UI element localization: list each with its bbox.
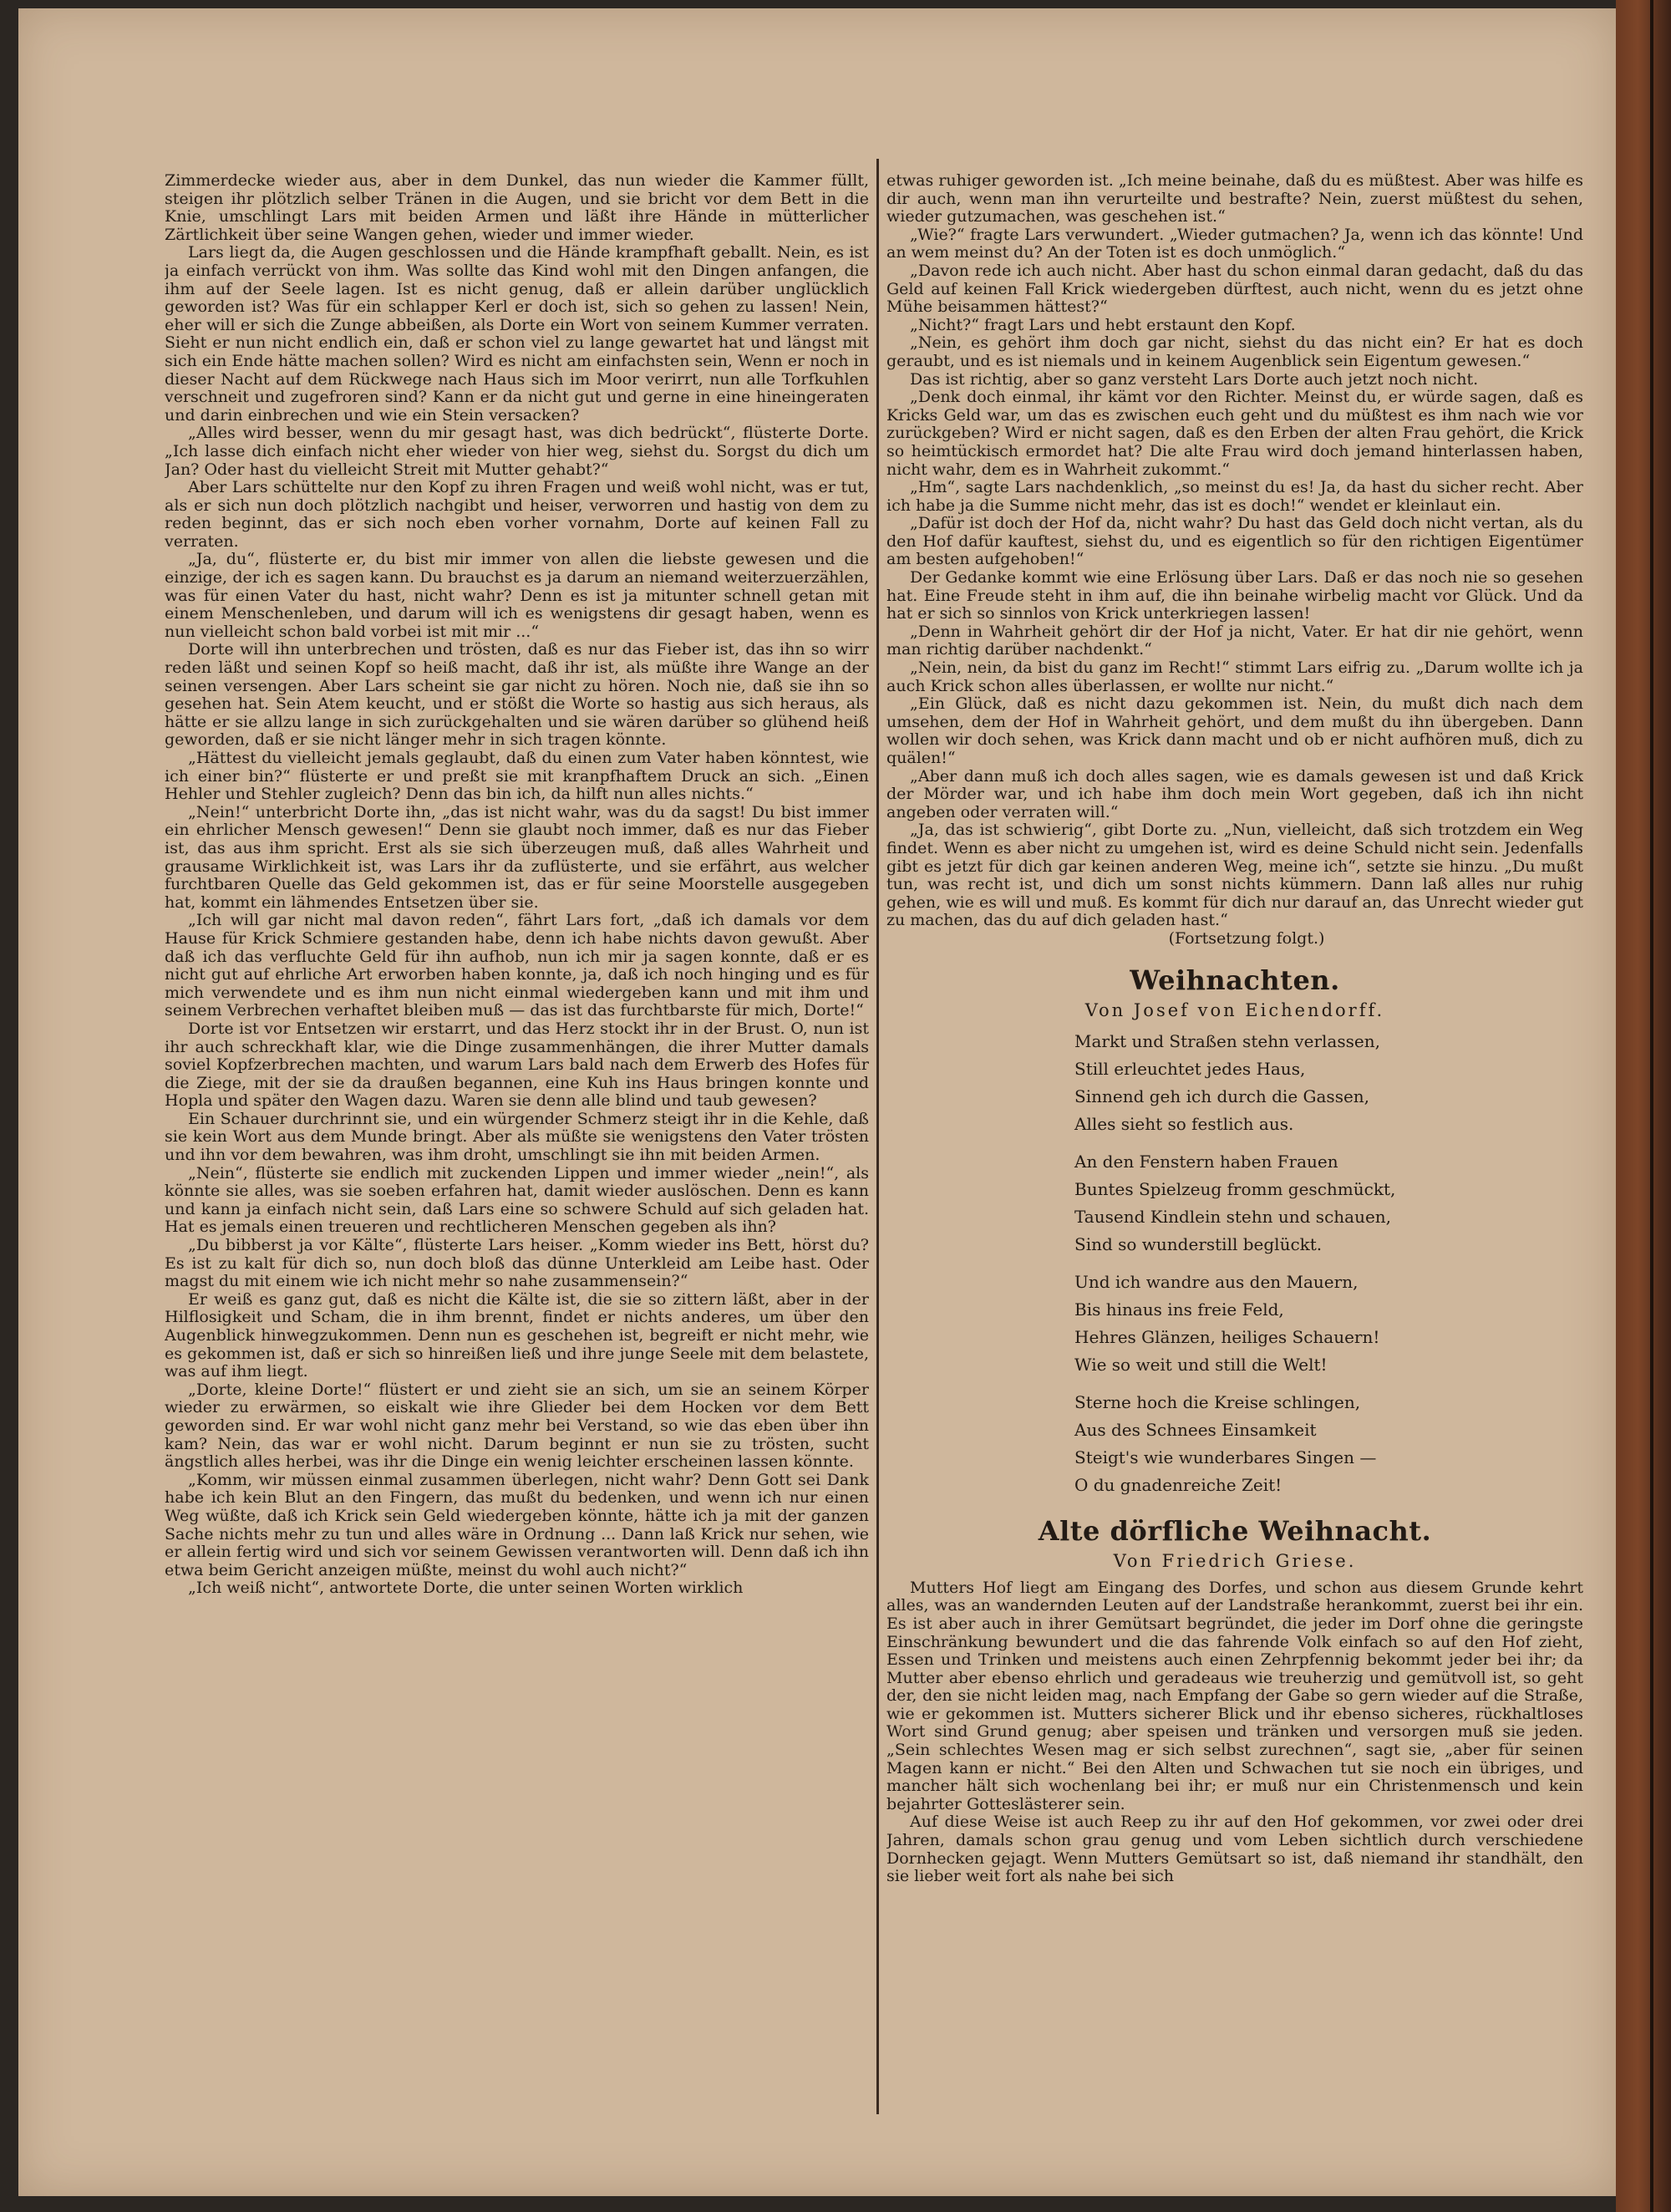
story-paragraph: „Ja, du“, flüsterte er, du bist mir immer von allen die liebste gewesen und die einzige, der ich es sagen kann. Du brauchst es ja darum an niemand weiterzuerzählen, was für einen Vater du hast, nicht wahr? Denn es ist ja mitunter schnell getan mit einem Menschenleben, und darum will ich es wenigstens dir gesagt haben, wenn es nun vielleicht schon bald vorbei ist mit mir ...“: [165, 550, 869, 641]
story-paragraph: Aber Lars schüttelte nur den Kopf zu ihren Fragen und weiß wohl nicht, was er tut, als er sich nun doch plötzlich nachgibt und heiser, verworren und hastig von dem zu reden beginnt, das er sich noch eben vorher vornahm, Dorte auf keinen Fall zu verraten.: [165, 478, 869, 551]
story-paragraph: „Aber dann muß ich doch alles sagen, wie es damals gewesen ist und daß Krick der Mörder war, und ich habe ihm doch mein Wort gegeben, daß ich ihn nicht angeben oder verraten will.“: [886, 766, 1583, 821]
book-binding: [1616, 0, 1671, 2212]
story-paragraph: „Ich will gar nicht mal davon reden“, fährt Lars fort, „daß ich damals vor dem Hause für Krick Schmiere gestanden habe, denn ich habe nichts davon gewußt. Aber daß ich das verfluchte Geld für ihn aufhob, nun ich mir ja sagen konnte, daß er es nicht gut auf ehrliche Art erworben haben konnte, ja, daß ich noch hinging und es für mich verwendete und es ihm nun nicht einmal wiedergeben kann und mit ihm und seinem Verbrechen verhaftet bleiben muß — das ist das furchtbarste für mich, Dorte!“: [165, 911, 869, 1020]
serial-story-continuation: [886, 172, 1583, 930]
poem-stanza: [1074, 1269, 1583, 1379]
poem-line: Wie so weit und still die Welt!: [1074, 1355, 1328, 1376]
story-paragraph: „Komm, wir müssen einmal zusammen überlegen, nicht wahr? Denn Gott sei Dank habe ich kein Blut an den Fingern, das mußt du bedenken, und wenn ich nur einen Weg wüßte, daß ich Krick sein Geld wiedergeben könnte, hätte ich ja mit der ganzen Sache nichts mehr zu tun und alles wäre in Ordnung ... Dann laß Krick nur sehen, wie er allein fertig wird und sich vor seinem Gewissen verantworten will. Denn daß ich ihn etwa beim Gericht anzeigen müßte, meinst du wohl auch nicht?“: [165, 1470, 869, 1579]
poem-line: Still erleuchtet jedes Haus,: [1074, 1059, 1306, 1080]
story-paragraph: „Alles wird besser, wenn du mir gesagt hast, was dich bedrückt“, flüsterte Dorte. „Ich lasse dich einfach nicht eher wieder von hier weg, siehst du. Sorgst du dich um Jan? Oder hast du vielleicht Streit mit Mutter gehabt?“: [165, 424, 869, 479]
poem-line: O du gnadenreiche Zeit!: [1074, 1475, 1282, 1496]
story-paragraph: Lars liegt da, die Augen geschlossen und die Hände krampfhaft geballt. Nein, es ist ja einfach verrückt von ihm. Was sollte das Kind wohl mit den Dingen anfangen, die ihm auf der Seele lagen. Ist es nicht genug, daß er allein darüber unglücklich geworden ist? Was für ein schlapper Kerl er doch ist, sich so gehen zu lassen! Nein, eher will er sich die Zunge abbeißen, als Dorte ein Wort von seinem Kummer verraten. Sieht er nun nicht endlich ein, daß er schon viel zu lange gewartet hat und längst mit sich ein Ende hätte machen sollen? Wird es nicht am einfachsten sein, Wenn er noch in dieser Nacht auf dem Rückwege nach Haus sich im Moor verirrt, nun alle Torfkuhlen verschneit und zugefroren sind? Kann er da nicht gut und gerne in eine hineingeraten und darin einbrechen und wie ein Stein versacken?: [165, 243, 869, 425]
column-divider: [876, 159, 879, 2114]
story-paragraph: „Ein Glück, daß es nicht dazu gekommen ist. Nein, du mußt dich nach dem umsehen, dem der Hof in Wahrheit gehört, und dem mußt du ihn übergeben. Dann wollen wir doch sehen, was Krick dann macht und ob er nicht aufhören muß, dich zu quälen!“: [886, 694, 1583, 767]
story-paragraph: Ein Schauer durchrinnt sie, und ein würgender Schmerz steigt ihr in die Kehle, daß sie kein Wort aus dem Munde bringt. Aber als müßte sie wenigstens den Vater trösten und ihn vor dem bewahren, was ihm droht, umschlingt sie ihn mit beiden Armen.: [165, 1109, 869, 1165]
poem-byline: Von Josef von Eichendorff.: [1084, 999, 1385, 1020]
story-paragraph: „Nein, es gehört ihm doch gar nicht, siehst du das nicht ein? Er hat es doch geraubt, und es ist niemals und in keinem Augenblick sein Eigentum gewesen.“: [886, 333, 1583, 370]
story-paragraph: „Hm“, sagte Lars nachdenklich, „so meinst du es! Ja, da hast du sicher recht. Aber ich habe ja die Summe nicht mehr, das ist es doch!“ wendet er kleinlaut ein.: [886, 478, 1583, 515]
story-paragraph: „Nein, nein, da bist du ganz im Recht!“ stimmt Lars eifrig zu. „Darum wollte ich ja auch Krick schon alles überlassen, er wollte nur nicht.“: [886, 659, 1583, 695]
poem-title: Weihnachten.: [1130, 964, 1340, 996]
poem-line: Bis hinaus ins freie Feld,: [1074, 1299, 1284, 1320]
binding-edge: [1650, 0, 1653, 2212]
article-paragraph: Auf diese Weise ist auch Reep zu ihr auf den Hof gekommen, vor zwei oder drei Jahren, damals schon grau genug und vom Leben sichtlich durch verschiedene Dornhecken gejagt. Wenn Mutters Gemütsart so ist, daß niemand ihr standhält, den sie lieber weit fort als nahe bei sich: [886, 1813, 1583, 1886]
poem-line: Markt und Straßen stehn verlassen,: [1074, 1031, 1380, 1052]
poem-stanza: [1074, 1148, 1583, 1259]
poem-line: Buntes Spielzeug fromm geschmückt,: [1074, 1179, 1396, 1200]
poem-line: Hehres Glänzen, heiliges Schauern!: [1074, 1327, 1380, 1348]
poem-line: Tausend Kindlein stehn und schauen,: [1074, 1207, 1392, 1228]
story-paragraph: „Wie?“ fragte Lars verwundert. „Wieder gutmachen? Ja, wenn ich das könnte! Und an wem meinst du? An der Toten ist es doch unmöglich.“: [886, 225, 1583, 262]
story-paragraph: „Dorte, kleine Dorte!“ flüstert er und zieht sie an sich, um sie an seinem Körper wieder zu erwärmen, so eiskalt wie ihre Glieder bei dem Hocken vor dem Bett geworden sind. Er war wohl nicht ganz mehr bei Verstand, so wie das eben über ihn kam? Nein, das war er wohl nicht. Darum beginnt er nun sie zu trösten, sucht ängstlich alles herbei, was ihr die Dinge ein wenig leichter erscheinen lassen könnte.: [165, 1380, 869, 1472]
poem-line: Steigt's wie wunderbares Singen —: [1074, 1447, 1377, 1468]
story-paragraph: Der Gedanke kommt wie eine Erlösung über Lars. Daß er das noch nie so gesehen hat. Eine Freude steht in ihm auf, die ihn beinahe wirbelig macht vor Glück. Und da hat er sich so sinnlos von Krick unterkriegen lassen!: [886, 568, 1583, 623]
story-paragraph: „Ja, das ist schwierig“, gibt Dorte zu. „Nun, vielleicht, daß sich trotzdem ein Weg findet. Wenn es aber nicht zu umgehen ist, wird es deine Schuld nicht sein. Jedenfalls gibt es jetzt für dich gar keinen anderen Weg, meine ich“, setzte sie hinzu. „Du mußt tun, was recht ist, und dich um sonst nichts kümmern. Dann laß alles nur ruhig gehen, wie es will und muß. Es kommt für dich nur darauf an, das Unrecht wieder gut zu machen, das du auf dich geladen hast.“: [886, 821, 1583, 930]
story-paragraph: Zimmerdecke wieder aus, aber in dem Dunkel, das nun wieder die Kammer füllt, steigen ihr plötzlich selber Tränen in die Augen, und sie bricht vor dem Bett in die Knie, umschlingt Lars mit beiden Armen und läßt ihre Hände in mütterlicher Zärtlichkeit über seine Wangen gehen, wieder und immer wieder.: [165, 172, 869, 244]
story-paragraph: „Davon rede ich auch nicht. Aber hast du schon einmal daran gedacht, daß du das Geld auf keinen Fall Krick wiedergeben dürftest, auch nicht, wenn du es jetzt ohne Mühe beisammen hättest?“: [886, 261, 1583, 317]
poem-line: An den Fenstern haben Frauen: [1074, 1152, 1338, 1172]
article-paragraph: Mutters Hof liegt am Eingang des Dorfes, und schon aus diesem Grunde kehrt alles, was an wandernden Leuten auf der Landstraße herankommt, zuerst bei ihr ein. Es ist aber auch in ihrer Gemütsart begründet, die jeder im Dorf ohne die geringste Einschränkung bewundert und die das fahrende Volk einfach so auf den Hof zieht, Essen und Trinken und meistens auch einen Zehrpfennig bekommt jeder bei ihr; da Mutter aber ebenso ehrlich und geradeaus wie treuherzig und gemütvoll ist, so geht der, den sie nicht leiden mag, nach Empfang der Gabe so gern wieder auf die Straße, wie er gekommen ist. Mutters sicherer Blick und ihr ebenso sicheres, rückhaltloses Wort sind Grund genug; aber speisen und tränken und versorgen muß sie jeden. „Sein schlechtes Wesen mag er sich selbst zurechnen“, sagt sie, „aber für seinen Magen kann er nicht.“ Bei den Alten und Schwachen tut sie noch ein übriges, und mancher hält sich wochenlang bei ihr; er muß nur ein Christenmensch und kein bejahrter Gotteslästerer sein.: [886, 1578, 1583, 1813]
story-paragraph: „Du bibberst ja vor Kälte“, flüsterte Lars heiser. „Komm wieder ins Bett, hörst du? Es ist zu kalt für dich so, nun doch bloß das dünne Unterkleid am Leibe hast. Oder magst du mit einem wie ich nicht mehr so nahe zusammensein?“: [165, 1236, 869, 1291]
story-paragraph: „Hättest du vielleicht jemals geglaubt, daß du einen zum Vater haben könntest, wie ich einer bin?“ flüsterte er und preßt sie mit kranpfhaftem Druck an sich. „Einen Hehler und Stehler zugleich? Denn das bin ich, da hilft nun alles nichts.“: [165, 749, 869, 804]
story-paragraph: „Nein!“ unterbricht Dorte ihn, „das ist nicht wahr, was du da sagst! Du bist immer ein ehrlicher Mensch gewesen!“ Denn sie glaubt noch immer, daß es nur das Fieber ist, das aus ihm spricht. Erst als sie sich überzeugen muß, daß alles Wahrheit und grausame Wirklichkeit ist, was Lars ihr da zuflüsterte, und sie erfährt, aus welcher furchtbaren Quelle das Geld gekommen ist, das er für seine Moorstelle ausgegeben hat, kommt ein lähmendes Entsetzen über sie.: [165, 802, 869, 912]
story-paragraph: „Dafür ist doch der Hof da, nicht wahr? Du hast das Geld doch nicht vertan, als du den Hof dafür kauftest, siehst du, und es eigentlich so für den richtigen Eigentümer am besten aufgehoben!“: [886, 514, 1583, 569]
article-title: Alte dörfliche Weihnacht.: [1038, 1515, 1432, 1548]
story-paragraph: „Ich weiß nicht“, antwortete Dorte, die unter seinen Worten wirklich: [188, 1579, 744, 1598]
story-paragraph: Das ist richtig, aber so ganz versteht Lars Dorte auch jetzt noch nicht.: [910, 369, 1479, 389]
story-paragraph: Dorte ist vor Entsetzen wir erstarrt, und das Herz stockt ihr in der Brust. O, nun ist ihr auch schreckhaft klar, wie die Dinge zusammenhängen, die ihrer Mutter damals soviel Kopfzerbrechen machten, und warum Lars bald nach dem Erwerb des Hofes für die Ziege, mit der sie da draußen begannen, eine Kuh ins Haus bringen konnte und Hopla und später den Wagen dazu. Waren sie denn alle blind und taub gewesen?: [165, 1019, 869, 1111]
right-column: [886, 172, 1583, 2132]
poem-stanza: [1074, 1389, 1583, 1499]
poem-line: Alles sieht so festlich aus.: [1074, 1114, 1294, 1135]
poem-line: Und ich wandre aus den Mauern,: [1074, 1272, 1359, 1293]
left-column: [165, 172, 869, 2132]
story-paragraph: etwas ruhiger geworden ist. „Ich meine beinahe, daß du es müßtest. Aber was hilfe es dir auch, wenn man ihn verurteilte und bestrafte? Nein, zuerst müßtest du sehen, wieder gutzumachen, was geschehen ist.“: [886, 172, 1583, 226]
story-paragraph: Dorte will ihn unterbrechen und trösten, daß es nur das Fieber ist, das ihn so wirr reden läßt und seinen Kopf so heiß macht, daß ihr ist, als müßte ihre Wange an der seinen versengen. Aber Lars scheint sie gar nicht zu hören. Noch nie, daß sie ihn so gesehen hat. Sein Atem keucht, und er stößt die Worte so hastig aus sich heraus, als hätte er sie allzu lange in sich zurückgehalten und sie wären darüber so glühend heiß geworden, daß er sie nicht länger mehr in sich tragen könnte.: [165, 640, 869, 750]
story-paragraph: „Nicht?“ fragt Lars und hebt erstaunt den Kopf.: [910, 315, 1296, 334]
story-paragraph: „Denn in Wahrheit gehört dir der Hof ja nicht, Vater. Er hat dir nie gehört, wenn man richtig darüber nachdenkt.“: [886, 622, 1583, 659]
story-paragraph: Er weiß es ganz gut, daß es nicht die Kälte ist, die sie so zittern läßt, aber in der Hilflosigkeit und Scham, die in ihm brennt, findet er nichts anderes, um über den Augenblick hinwegzukommen. Denn nun es geschehen ist, begreift er nicht mehr, wie es gekommen ist, daß er sich so hinreißen ließ und ihre junge Seele mit dem belastete, was auf ihm liegt.: [165, 1289, 869, 1381]
story-paragraph: „Nein“, flüsterte sie endlich mit zuckenden Lippen und immer wieder „nein!“, als könnte sie alles, was sie soeben erfahren hat, damit wieder auslöschen. Denn es kann und kann ja einfach nicht sein, daß Lars eine so schwere Schuld auf sich geladen hat. Hat es jemals einen treueren und rechtlicheren Menschen gegeben als ihn?: [165, 1163, 869, 1237]
poem-line: Sind so wunderstill beglückt.: [1074, 1234, 1323, 1255]
poem-line: Sterne hoch die Kreise schlingen,: [1074, 1392, 1361, 1413]
poem-line: Sinnend geh ich durch die Gassen,: [1074, 1086, 1370, 1107]
newspaper-page: [18, 8, 1616, 2196]
continued-note: (Fortsetzung folgt.): [1168, 928, 1325, 948]
poem-line: Aus des Schnees Einsamkeit: [1074, 1420, 1317, 1441]
story-paragraph: „Denk doch einmal, ihr kämt vor den Richter. Meinst du, er würde sagen, daß es Kricks Geld war, um das es zwischen euch geht und du müßtest es ihm nach wie vor zurückgeben? Wird er nicht sagen, daß es den Erben der alten Frau gehört, die Krick so heimtückisch ermordet hat? Die alte Frau wird doch jemand hinterlassen haben, nicht wahr, dem es in Wahrheit zukommt.“: [886, 388, 1583, 479]
article-byline: Von Friedrich Griese.: [1113, 1551, 1357, 1572]
poem-stanza: [1074, 1028, 1583, 1138]
poem-body: [1074, 1028, 1583, 1499]
